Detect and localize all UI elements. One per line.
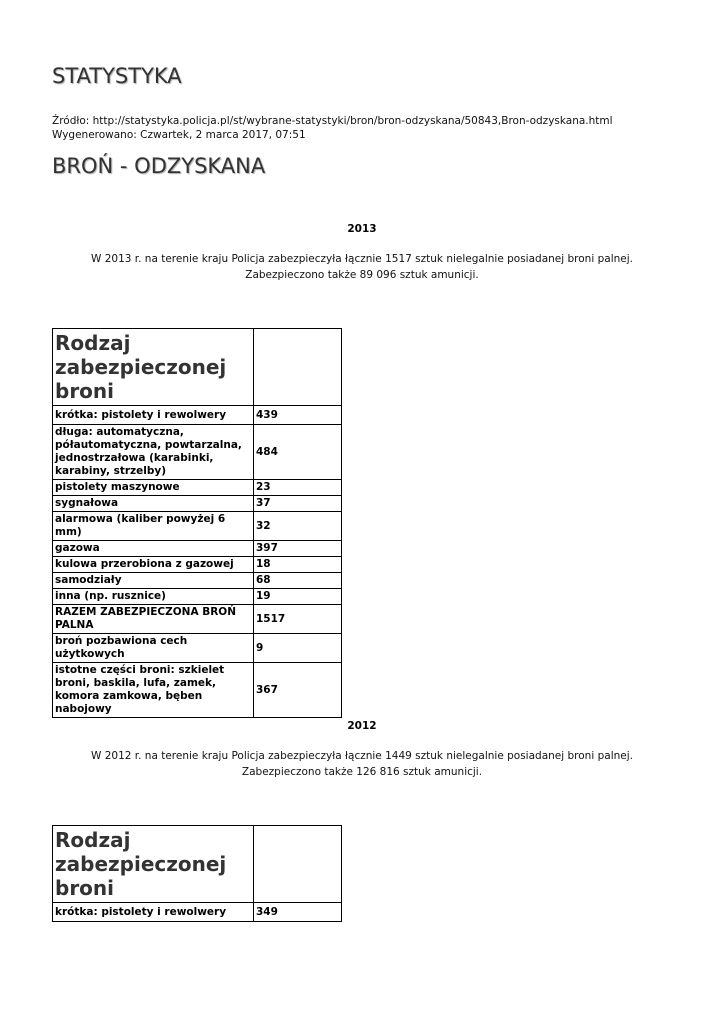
- row-value: 32: [254, 512, 342, 541]
- table-row: [53, 425, 342, 480]
- table-row: [53, 512, 342, 541]
- table-row: [53, 589, 342, 605]
- table-header-value: [254, 329, 342, 406]
- row-label: gazowa: [53, 541, 254, 557]
- row-label: broń pozbawiona cech użytkowych: [53, 634, 254, 663]
- row-value: 1517: [254, 605, 342, 634]
- row-label: sygnałowa: [53, 496, 254, 512]
- row-value: 349: [254, 903, 342, 922]
- table-header-label: Rodzaj zabezpieczonej broni: [53, 826, 254, 903]
- row-value: 9: [254, 634, 342, 663]
- year-summary-2013: W 2013 r. na terenie kraju Policja zabezpieczyła łącznie 1517 sztuk nielegalnie posiadanej broni palnej. Zabezpieczono także 89 096 sztuk amunicji.: [91, 253, 633, 281]
- row-label: alarmowa (kaliber powyżej 6 mm): [53, 512, 254, 541]
- row-value: 367: [254, 663, 342, 718]
- table-header-row: [53, 329, 342, 406]
- table-row: [53, 605, 342, 634]
- year-summary-2012: W 2012 r. na terenie kraju Policja zabezpieczyła łącznie 1449 sztuk nielegalnie posiadanej broni palnej. Zabezpieczono także 126 816 sztuk amunicji.: [91, 750, 633, 778]
- table-row: [53, 573, 342, 589]
- table-row: [53, 541, 342, 557]
- row-label: krótka: pistolety i rewolwery: [53, 903, 254, 922]
- row-label: RAZEM ZABEZPIECZONA BROŃ PALNA: [53, 605, 254, 634]
- table-header-value: [254, 826, 342, 903]
- row-label: inna (np. rusznice): [53, 589, 254, 605]
- row-value: 397: [254, 541, 342, 557]
- table-row: [53, 557, 342, 573]
- source-line: Źródło: http://statystyka.policja.pl/st/wybrane-statystyki/bron/bron-odzyskana/50843,Bron-odzyskana.html: [52, 115, 613, 127]
- row-label: samodziały: [53, 573, 254, 589]
- row-label: długa: automatyczna, półautomatyczna, powtarzalna, jednostrzałowa (karabinki, karabiny, strzelby): [53, 425, 254, 480]
- table-row: [53, 480, 342, 496]
- row-value: 18: [254, 557, 342, 573]
- row-value: 439: [254, 406, 342, 425]
- row-value: 37: [254, 496, 342, 512]
- row-value: 19: [254, 589, 342, 605]
- row-label: krótka: pistolety i rewolwery: [53, 406, 254, 425]
- row-label: istotne części broni: szkielet broni, baskila, lufa, zamek, komora zamkowa, bęben nabojowy: [53, 663, 254, 718]
- table-row: [53, 663, 342, 718]
- row-label: kulowa przerobiona z gazowej: [53, 557, 254, 573]
- weapons-table-2012: [52, 825, 342, 922]
- table-header-row: [53, 826, 342, 903]
- row-value: 484: [254, 425, 342, 480]
- year-heading-2012: 2012: [347, 720, 377, 732]
- row-value: 68: [254, 573, 342, 589]
- table-row: [53, 406, 342, 425]
- table-row: [53, 634, 342, 663]
- row-label: pistolety maszynowe: [53, 480, 254, 496]
- generated-line: Wygenerowano: Czwartek, 2 marca 2017, 07:51: [52, 129, 306, 141]
- table-header-label: Rodzaj zabezpieczonej broni: [53, 329, 254, 406]
- year-heading-2013: 2013: [347, 223, 377, 235]
- section-title: BROŃ - ODZYSKANA: [52, 154, 266, 178]
- row-value: 23: [254, 480, 342, 496]
- page-title: STATYSTYKA: [52, 64, 182, 88]
- table-row: [53, 496, 342, 512]
- table-row: [53, 903, 342, 922]
- weapons-table-2013: [52, 328, 342, 718]
